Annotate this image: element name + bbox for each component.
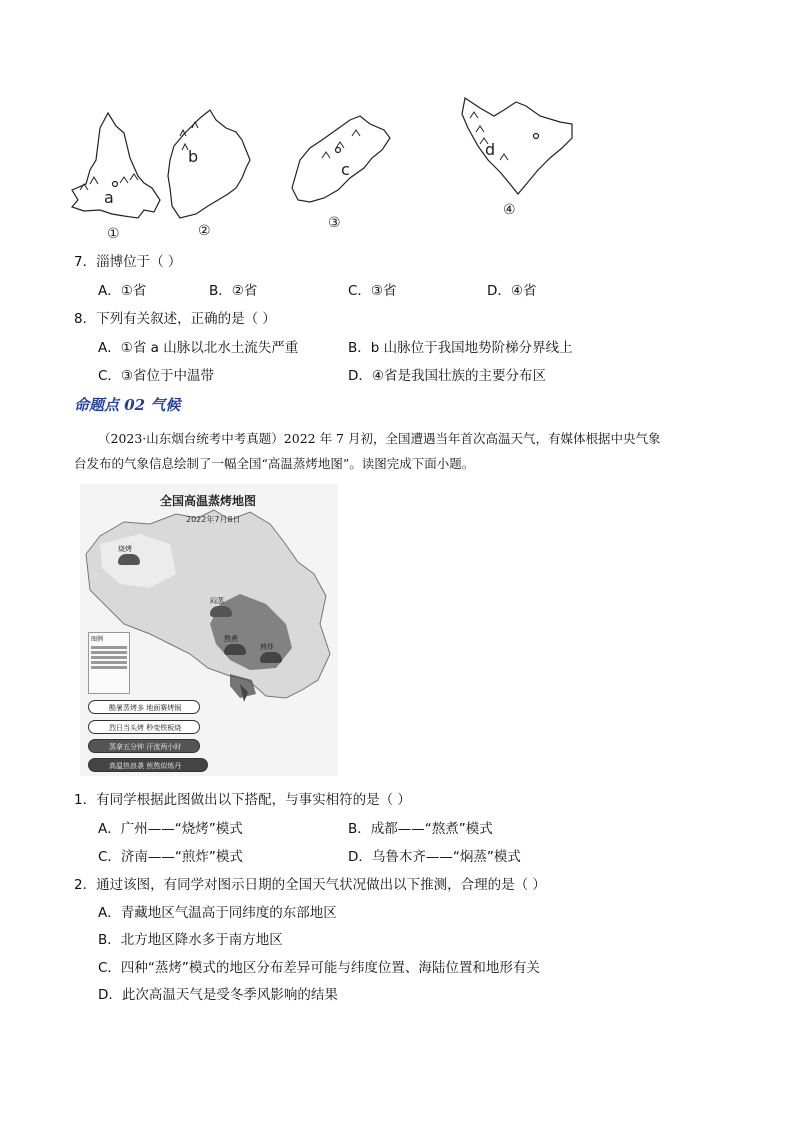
q1-option-a: A．广州——“烧烤”模式 [98,821,243,837]
q2-stem: 2．通过该图，有同学对图示日期的全国天气状况做出以下推测，合理的是（ ） [74,877,546,893]
marker-label-jianzha: 煎炸 [260,643,274,651]
marker-menzheng [210,596,240,620]
q7-option-b: B．②省 [209,283,258,299]
heat-map-figure [80,484,338,776]
q7-stem: 7．淄博位于（ ） [74,254,182,270]
mode-text-3: 蒸拿五分钟 汗流两小时 [109,743,182,751]
map-number-1: ① [107,226,120,242]
mode-text-2: 烈日当头烤 秒变铁板烧 [109,724,182,732]
q2-option-a: A．青藏地区气温高于同纬度的东部地区 [98,905,337,921]
mode-banner-3 [88,739,200,753]
intro-line-2: 台发布的气象信息绘制了一幅全国“高温蒸烤地图”。读图完成下面小题。 [74,456,475,471]
q7-option-a: A．①省 [98,283,147,299]
q2-option-c: C．四种“蒸烤”模式的地区分布差异可能与纬度位置、海陆位置和地形有关 [98,960,540,976]
mode-text-1: 酷暑蒸烤多 地面赛烤锅 [109,704,182,712]
map-letter-c: c [341,160,350,179]
legend-title: 图例 [91,636,104,643]
pot-icon [260,652,282,663]
map-letter-a: a [104,188,114,207]
pot-icon [224,644,246,655]
pot-icon [210,606,232,617]
q8-option-d: D．④省是我国壮族的主要分布区 [348,368,546,384]
q7-option-d: D．④省 [487,283,537,299]
pot-icon [118,554,140,565]
marker-label-shaokao: 烧烤 [118,545,132,553]
q8-stem: 8．下列有关叙述，正确的是（ ） [74,311,276,327]
province-outline-2 [168,110,250,218]
province-outline-1 [72,113,160,218]
q1-stem: 1．有同学根据此图做出以下搭配，与事实相符的是（ ） [74,792,411,808]
q8-option-c: C．③省位于中温带 [98,368,215,384]
mode-banner-4 [88,758,208,772]
q8-option-b: B．b 山脉位于我国地势阶梯分界线上 [348,340,573,356]
map-number-2: ② [198,223,211,239]
q2-option-b: B．北方地区降水多于南方地区 [98,932,283,948]
section-heading: 命题点 02 气候 [74,396,181,414]
q7-option-c: C．③省 [348,283,397,299]
mode-banner-2 [88,720,200,734]
map-number-3: ③ [328,215,341,231]
q2-option-d: D．此次高温天气是受冬季风影响的结果 [98,987,338,1003]
mode-text-4: 高温热浪袭 煎熬似炼丹 [109,762,182,770]
mode-banner-1 [88,700,200,714]
map-number-4: ④ [503,202,516,218]
province-outline-3 [292,116,390,202]
q1-option-c: C．济南——“煎炸”模式 [98,849,243,865]
province-outline-4 [462,98,572,194]
intro-line-1: （2023·山东烟台统考中考真题）2022 年 7 月初，全国遭遇当年首次高温天气，有媒体根据中央气象 [98,431,661,446]
heat-map-legend [88,632,130,694]
marker-label-aozhu: 熬煮 [224,635,238,643]
q8-option-a: A．①省 a 山脉以北水土流失严重 [98,340,299,356]
marker-label-menzheng: 闷蒸 [210,597,224,605]
map-letter-d: d [485,140,496,159]
marker-aozhu [224,634,254,658]
map-letter-b: b [188,147,199,166]
heat-map-title: 全国高温蒸烤地图 [160,494,257,508]
province-maps-figure [60,88,590,248]
q1-option-d: D．乌鲁木齐——“焖蒸”模式 [348,849,521,865]
marker-jianzha [260,642,290,666]
q1-option-b: B．成都——“熬煮”模式 [348,821,493,837]
marker-shaokao [118,544,146,568]
heat-map-date: 2022年7月8日 [186,515,241,524]
